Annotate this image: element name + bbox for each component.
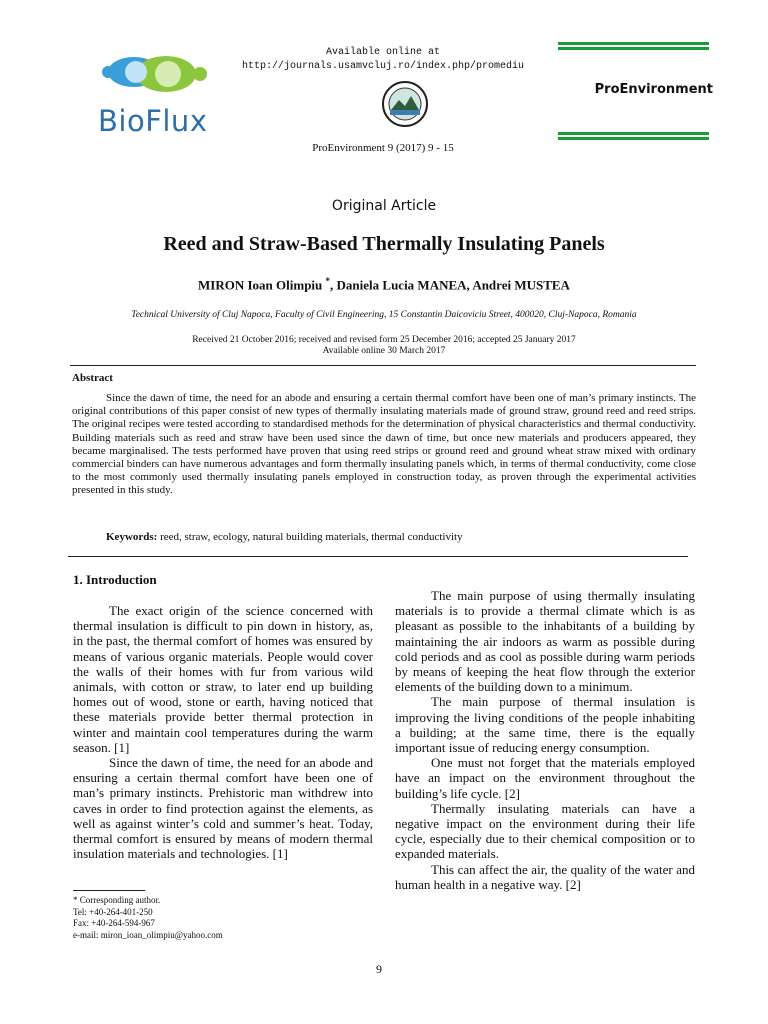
brand-rule-top	[558, 42, 709, 52]
abstract-heading: Abstract	[72, 372, 113, 384]
keywords-label: Keywords:	[106, 531, 158, 543]
paragraph: Since the dawn of time, the need for an abode and ensuring a certain thermal comfort have been one of man’s primary instincts. Prehistoric man withdrew into caves in order to find protection against the elements, as well as against winter’s cold and summer’s heat. Today, thermal comfort is ensured by means of modern thermal insulation materials and technologies. [1]	[73, 755, 373, 862]
paragraph: The exact origin of the science concerned with thermal insulation is difficult to pin down in history, as, in the past, the thermal comfort of homes was ensured by means of various organic materials. People would cover the walls of their homes with fur from various wild animals, with cotton or straw, to later end up building homes out of wood, stone or earth, having noticed that these materials provide better thermal protection in winter and maintain cool temperatures during the warm season. [1]	[73, 603, 373, 755]
bioflux-logo	[96, 52, 226, 138]
abstract-text: Since the dawn of time, the need for an abode and ensuring a certain thermal comfort have been one of man’s primary instincts. The original contributions of this paper consist of new types of thermally insulating materials made of ground straw, ground reed and reed strips. The original recipes were tested according to standardised methods for the determination of physical characteristics and thermal conductivity. Building materials such as reed and straw have been used since the dawn of time, but once new materials and producers appeared, they became marginalised. The tests performed have proven that using reed strips or ground reed and ground wheat straw mixed with ordinary commercial binders can have numerous advantages and form thermally insulating panels which, in terms of thermal conductivity, come close to the most commonly used thermally insulating panels employed in construction today, as proven through the experimental activities presented in this study.	[72, 392, 696, 497]
right-column	[395, 588, 695, 892]
corresponding-author-note: * Corresponding author.	[73, 895, 161, 905]
paragraph: This can affect the air, the quality of the water and human health in a negative way. [2]	[395, 861, 695, 892]
abstract-divider-top	[70, 365, 696, 366]
availability-note	[230, 46, 536, 74]
abstract-divider-bottom	[68, 556, 688, 557]
paragraph: Thermally insulating materials can have a negative impact on the environment during their life cycle, especially due to their chemical composition or to expanded materials.	[395, 800, 695, 862]
green-bar	[558, 132, 709, 135]
keywords-list: reed, straw, ecology, natural building materials, thermal conductivity	[157, 531, 463, 543]
fax-number: Fax: +40-264-594-967	[73, 918, 155, 928]
corresponding-mark: *	[325, 276, 331, 286]
green-bar	[558, 42, 709, 45]
journal-seal-icon	[381, 80, 429, 128]
paragraph: The main purpose of using thermally insulating materials is to provide a thermal climate which is as pleasant as possible to the inhabitants of a building by maintaining the air indoors as warm as possible during cold periods and as cool as possible during warm periods by means of keeping the heat flow through the exterior elements of the building down to a minimum.	[395, 588, 695, 695]
footnote	[73, 895, 373, 941]
paragraph: The main purpose of thermal insulation is improving the living conditions of the people inhabiting a building; at the same time, there is the equally important issue of reducing energy consumption.	[395, 694, 695, 756]
article-type: Original Article	[331, 198, 437, 214]
page-number: 9	[376, 962, 382, 976]
email-address[interactable]: e-mail: miron_ioan_olimpiu@yahoo.com	[73, 929, 223, 940]
brand-rule-bottom	[558, 132, 709, 142]
journal-url[interactable]: http://journals.usamvcluj.ro/index.php/promediu	[241, 61, 525, 72]
article-dates	[60, 335, 708, 357]
logo-wordmark: BioFlux	[98, 104, 208, 138]
article-title: Reed and Straw-Based Thermally Insulating Panels	[163, 233, 605, 255]
left-column	[73, 603, 373, 861]
available-online-label: Available online at	[325, 47, 441, 58]
phone-number: Tel: +40-264-401-250	[73, 906, 153, 917]
author-list	[0, 276, 768, 293]
author-others: , Daniela Lucia MANEA, Andrei MUSTEA	[330, 277, 570, 293]
green-bar	[558, 47, 709, 50]
affiliation: Technical University of Cluj Napoca, Faculty of Civil Engineering, 15 Constantin Daicoviciu Street, 400020, Cluj-Napoca, Romania	[131, 310, 637, 320]
available-online-date: Available online 30 March 2017	[322, 346, 446, 356]
journal-brand-name: ProEnvironment	[594, 82, 713, 97]
paragraph: One must not forget that the materials employed have an impact on the environment throughout the building’s life cycle. [2]	[395, 755, 695, 801]
journal-reference: ProEnvironment 9 (2017) 9 - 15	[312, 142, 454, 154]
footnote-rule	[73, 890, 145, 891]
keywords-line	[106, 531, 706, 543]
received-dates: Received 21 October 2016; received and revised form 25 December 2016; accepted 25 January 2017	[192, 335, 576, 345]
bioflux-logo-graphic	[96, 52, 226, 108]
green-bar	[558, 137, 709, 140]
author-primary: MIRON Ioan Olimpiu	[198, 277, 326, 293]
section-heading: 1. Introduction	[73, 572, 157, 587]
